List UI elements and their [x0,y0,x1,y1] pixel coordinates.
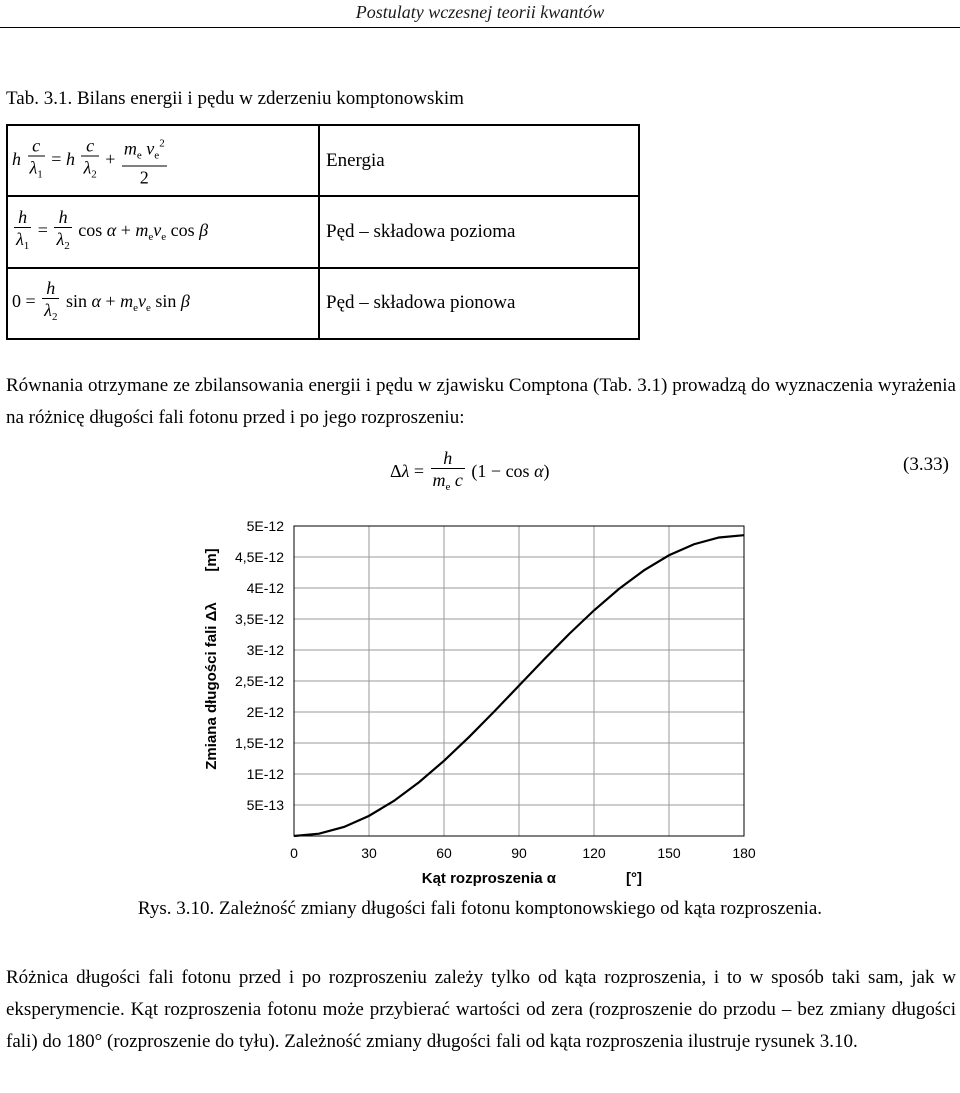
table-row [7,268,639,339]
x-axis-unit: [°] [626,870,642,887]
table-caption: Tab. 3.1. Bilans energii i pędu w zderzeniu komptonowskim [6,88,464,109]
x-tick-label: 120 [582,845,606,861]
y-tick-label: 5E-12 [246,518,284,534]
running-header: Postulaty wczesnej teorii kwantów [355,2,605,22]
figure-caption: Rys. 3.10. Zależność zmiany długości fali fotonu komptonowskiego od kąta rozproszenia. [137,898,823,919]
x-axis-label: Kąt rozproszenia α [421,870,556,887]
y-tick-label: 2,5E-12 [234,673,284,689]
horizontal-momentum-equation: $\frac{h}{\lambda_1}$ = $\frac{h}{\lambda_2}$ $\cos \alpha + m_ev_e$ cos β [7,196,319,267]
compton-equation: Δλ = $\frac{h}{m_e c}$ (1 − cos α) [390,448,550,493]
y-axis-label: Zmiana długości fali Δλ [203,602,220,770]
energy-label: Energia [319,125,639,196]
x-tick-label: 60 [436,845,452,861]
table-row [7,196,639,267]
y-tick-label: 4,5E-12 [234,549,284,565]
energy-equation: h $\frac{c}{\lambda_1}$ = h $\frac{c}{\lambda_2}$ + $\frac{m_e v_e^2}{2}$ [7,125,319,196]
table-row [7,125,639,196]
compton-shift-chart [196,508,756,894]
balance-table [6,124,640,340]
x-tick-label: 0 [290,845,298,861]
x-tick-labels [290,845,756,861]
header-rule [0,27,960,28]
y-axis-unit: [m] [203,548,220,572]
y-tick-label: 2E-12 [246,704,284,720]
y-tick-labels [235,518,284,813]
y-tick-label: 1,5E-12 [234,735,284,751]
horizontal-momentum-label: Pęd – składowa pozioma [319,196,639,267]
y-tick-label: 1E-12 [246,766,284,782]
y-tick-label: 5E-13 [246,797,284,813]
paragraph-intro: Równania otrzymane ze zbilansowania energii i pędu w zjawisku Comptona (Tab. 3.1) prowadzą do wyznaczenia wyrażenia na różnicę długości fali fotonu przed i po jego rozproszeniu: [6,375,956,428]
vertical-momentum-equation: 0 = $\frac{h}{\lambda_2}$ $\sin \alpha + m_ev_e$ sin β [7,268,319,339]
equation-number: (3.33) [903,454,949,475]
paragraph-explanation: Różnica długości fali fotonu przed i po rozproszeniu zależy tylko od kąta rozproszenia, i to w sposób taki sam, jak w eksperymencie. Kąt rozproszenia fotonu może przybierać wartości od zera (rozproszenie do przodu – bez zmiany długości fali) do 180° (rozproszenie do tyłu). Zależność zmiany długości fali od kąta rozproszenia ilustruje rysunek 3.10. [6,967,956,1052]
x-tick-label: 30 [361,845,377,861]
x-tick-label: 90 [511,845,527,861]
vertical-momentum-label: Pęd – składowa pionowa [319,268,639,339]
y-tick-label: 3,5E-12 [234,611,284,627]
y-tick-label: 3E-12 [246,642,284,658]
y-tick-label: 4E-12 [246,580,284,596]
x-tick-label: 180 [732,845,756,861]
x-tick-label: 150 [657,845,681,861]
chart-grid [294,526,744,836]
